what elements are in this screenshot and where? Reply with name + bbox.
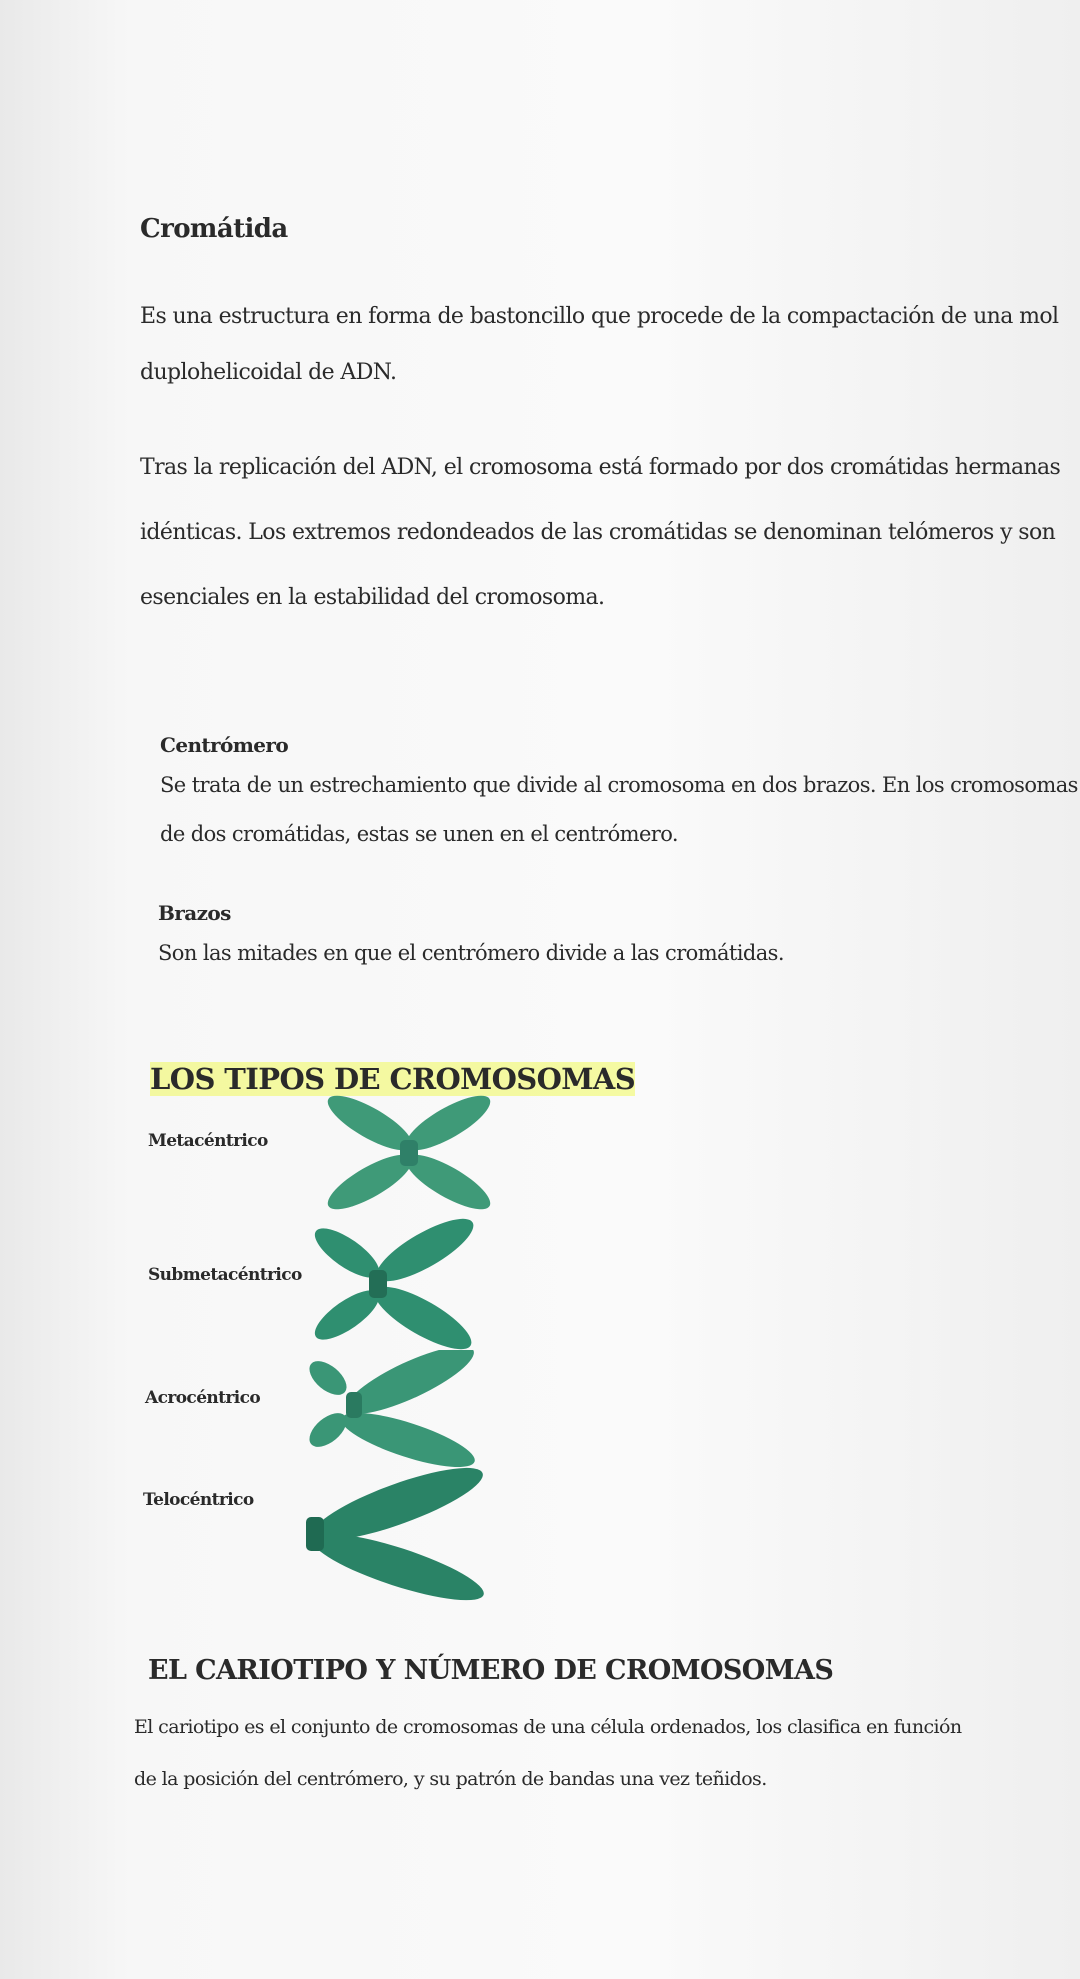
heading-cromatida: Cromátida: [140, 214, 288, 244]
paragraph-line: Es una estructura en forma de bastoncillo que procede de la compactación de una mol: [140, 304, 1059, 329]
telocentric-chromosome-image: [298, 1462, 488, 1602]
label-acrocentrico: Acrocéntrico: [145, 1388, 261, 1408]
heading-tipos: LOS TIPOS DE CROMOSOMAS: [150, 1062, 636, 1096]
paragraph-line: esenciales en la estabilidad del cromosoma.: [140, 585, 605, 610]
label-metacentrico: Metacéntrico: [148, 1131, 268, 1151]
submetacentric-chromosome-image: [305, 1215, 485, 1355]
metacentric-chromosome-image: [320, 1095, 500, 1210]
acrocentric-chromosome-image: [300, 1350, 480, 1470]
label-telocentrico: Telocéntrico: [143, 1490, 254, 1510]
paragraph-line: duplohelicoidal de ADN.: [140, 360, 397, 385]
paragraph-line: de dos cromátidas, estas se unen en el centrómero.: [160, 822, 678, 846]
paragraph-line: idénticas. Los extremos redondeados de las cromátidas se denominan telómeros y son: [140, 520, 1056, 545]
paragraph-line: Se trata de un estrechamiento que divide al cromosoma en dos brazos. En los cromosomas: [160, 773, 1078, 797]
paragraph-line: de la posición del centrómero, y su patrón de bandas una vez teñidos.: [134, 1768, 767, 1790]
paragraph-line: Son las mitades en que el centrómero divide a las cromátidas.: [158, 941, 784, 965]
heading-cariotipo: EL CARIOTIPO Y NÚMERO DE CROMOSOMAS: [148, 1655, 834, 1686]
heading-centromero: Centrómero: [160, 733, 289, 757]
paragraph-line: El cariotipo es el conjunto de cromosomas de una célula ordenados, los clasifica en función: [134, 1716, 962, 1738]
paragraph-line: Tras la replicación del ADN, el cromosoma está formado por dos cromátidas hermanas: [140, 455, 1061, 480]
label-submetacentrico: Submetacéntrico: [148, 1265, 302, 1285]
heading-brazos: Brazos: [158, 901, 231, 925]
